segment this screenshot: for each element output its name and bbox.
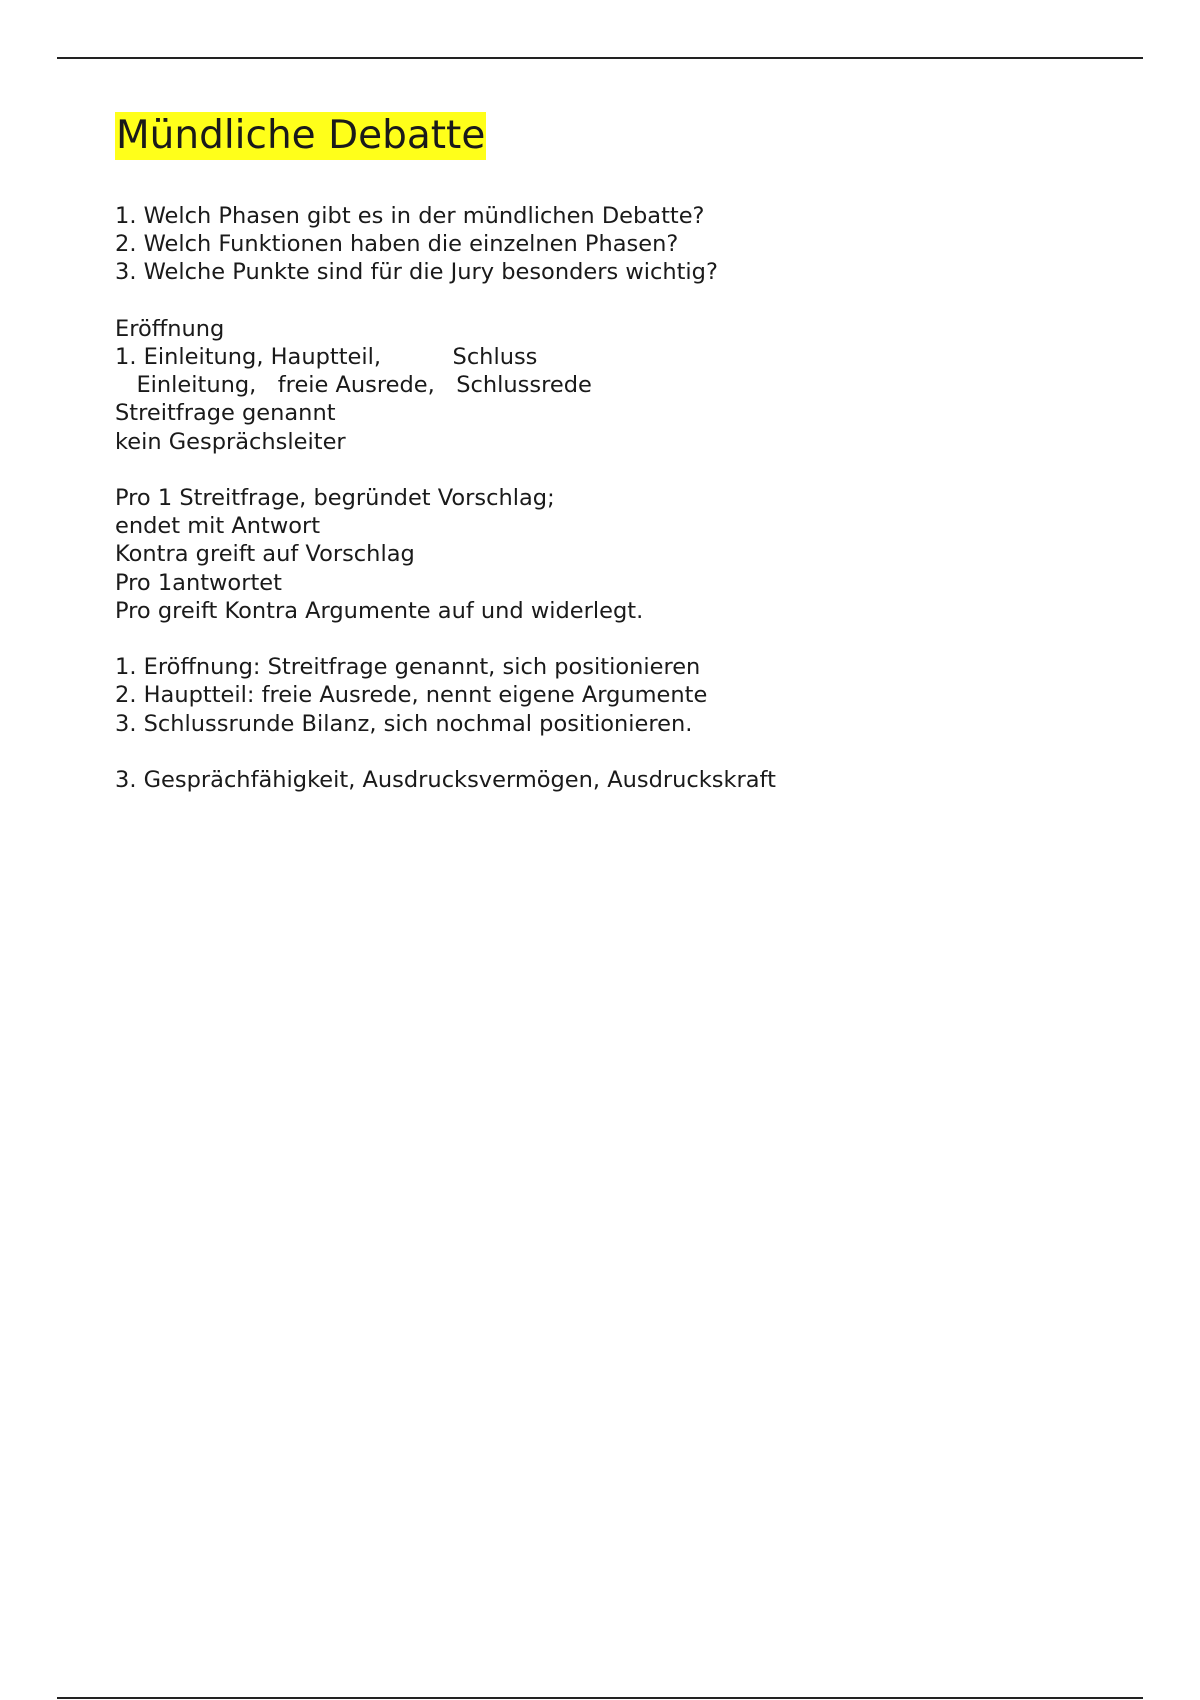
question-item: 3. Welche Punkte sind für die Jury besonders wichtig? [115, 259, 718, 286]
paragraph-gap [115, 456, 1115, 484]
note-line: Kontra greift auf Vorschlag [115, 541, 415, 568]
answer-line: 2. Hauptteil: freie Ausrede, nennt eigene Argumente [115, 682, 708, 709]
document-body [115, 112, 1115, 794]
note-line: 1. Einleitung, Hauptteil, Schluss [115, 344, 538, 370]
questions-list [115, 202, 1115, 794]
note-line: endet mit Antwort [115, 513, 321, 540]
notes-opening [115, 315, 1115, 456]
document-title: Mündliche Debatte [116, 113, 486, 158]
answers-jury [115, 766, 1115, 794]
note-line: Eröffnung [115, 315, 225, 342]
answer-line: 3. Gesprächfähigkeit, Ausdrucksvermögen, Ausdruckskraft [115, 767, 776, 793]
note-line: Streitfrage genannt [115, 400, 336, 427]
note-line: Pro greift Kontra Argumente auf und widerlegt. [115, 597, 644, 624]
note-line: kein Gesprächsleiter [115, 428, 346, 455]
question-item: 1. Welch Phasen gibt es in der mündlichen Debatte? [115, 203, 705, 229]
paragraph-gap [115, 287, 1115, 315]
notes-pro-contra [115, 484, 1115, 625]
question-item: 2. Welch Funktionen haben die einzelnen Phasen? [115, 231, 679, 258]
paragraph-gap [115, 738, 1115, 766]
answer-line: 1. Eröffnung: Streitfrage genannt, sich positionieren [115, 654, 701, 681]
bottom-page-rule [57, 1697, 1143, 1699]
note-line: Pro 1antwortet [115, 569, 282, 596]
top-page-rule [57, 57, 1143, 59]
answer-line: 3. Schlussrunde Bilanz, sich nochmal positionieren. [115, 710, 693, 737]
note-line: Pro 1 Streitfrage, begründet Vorschlag; [115, 485, 555, 511]
answers-phases [115, 653, 1115, 738]
note-line: Einleitung, freie Ausrede, Schlussrede [115, 372, 592, 399]
paragraph-gap [115, 625, 1115, 653]
